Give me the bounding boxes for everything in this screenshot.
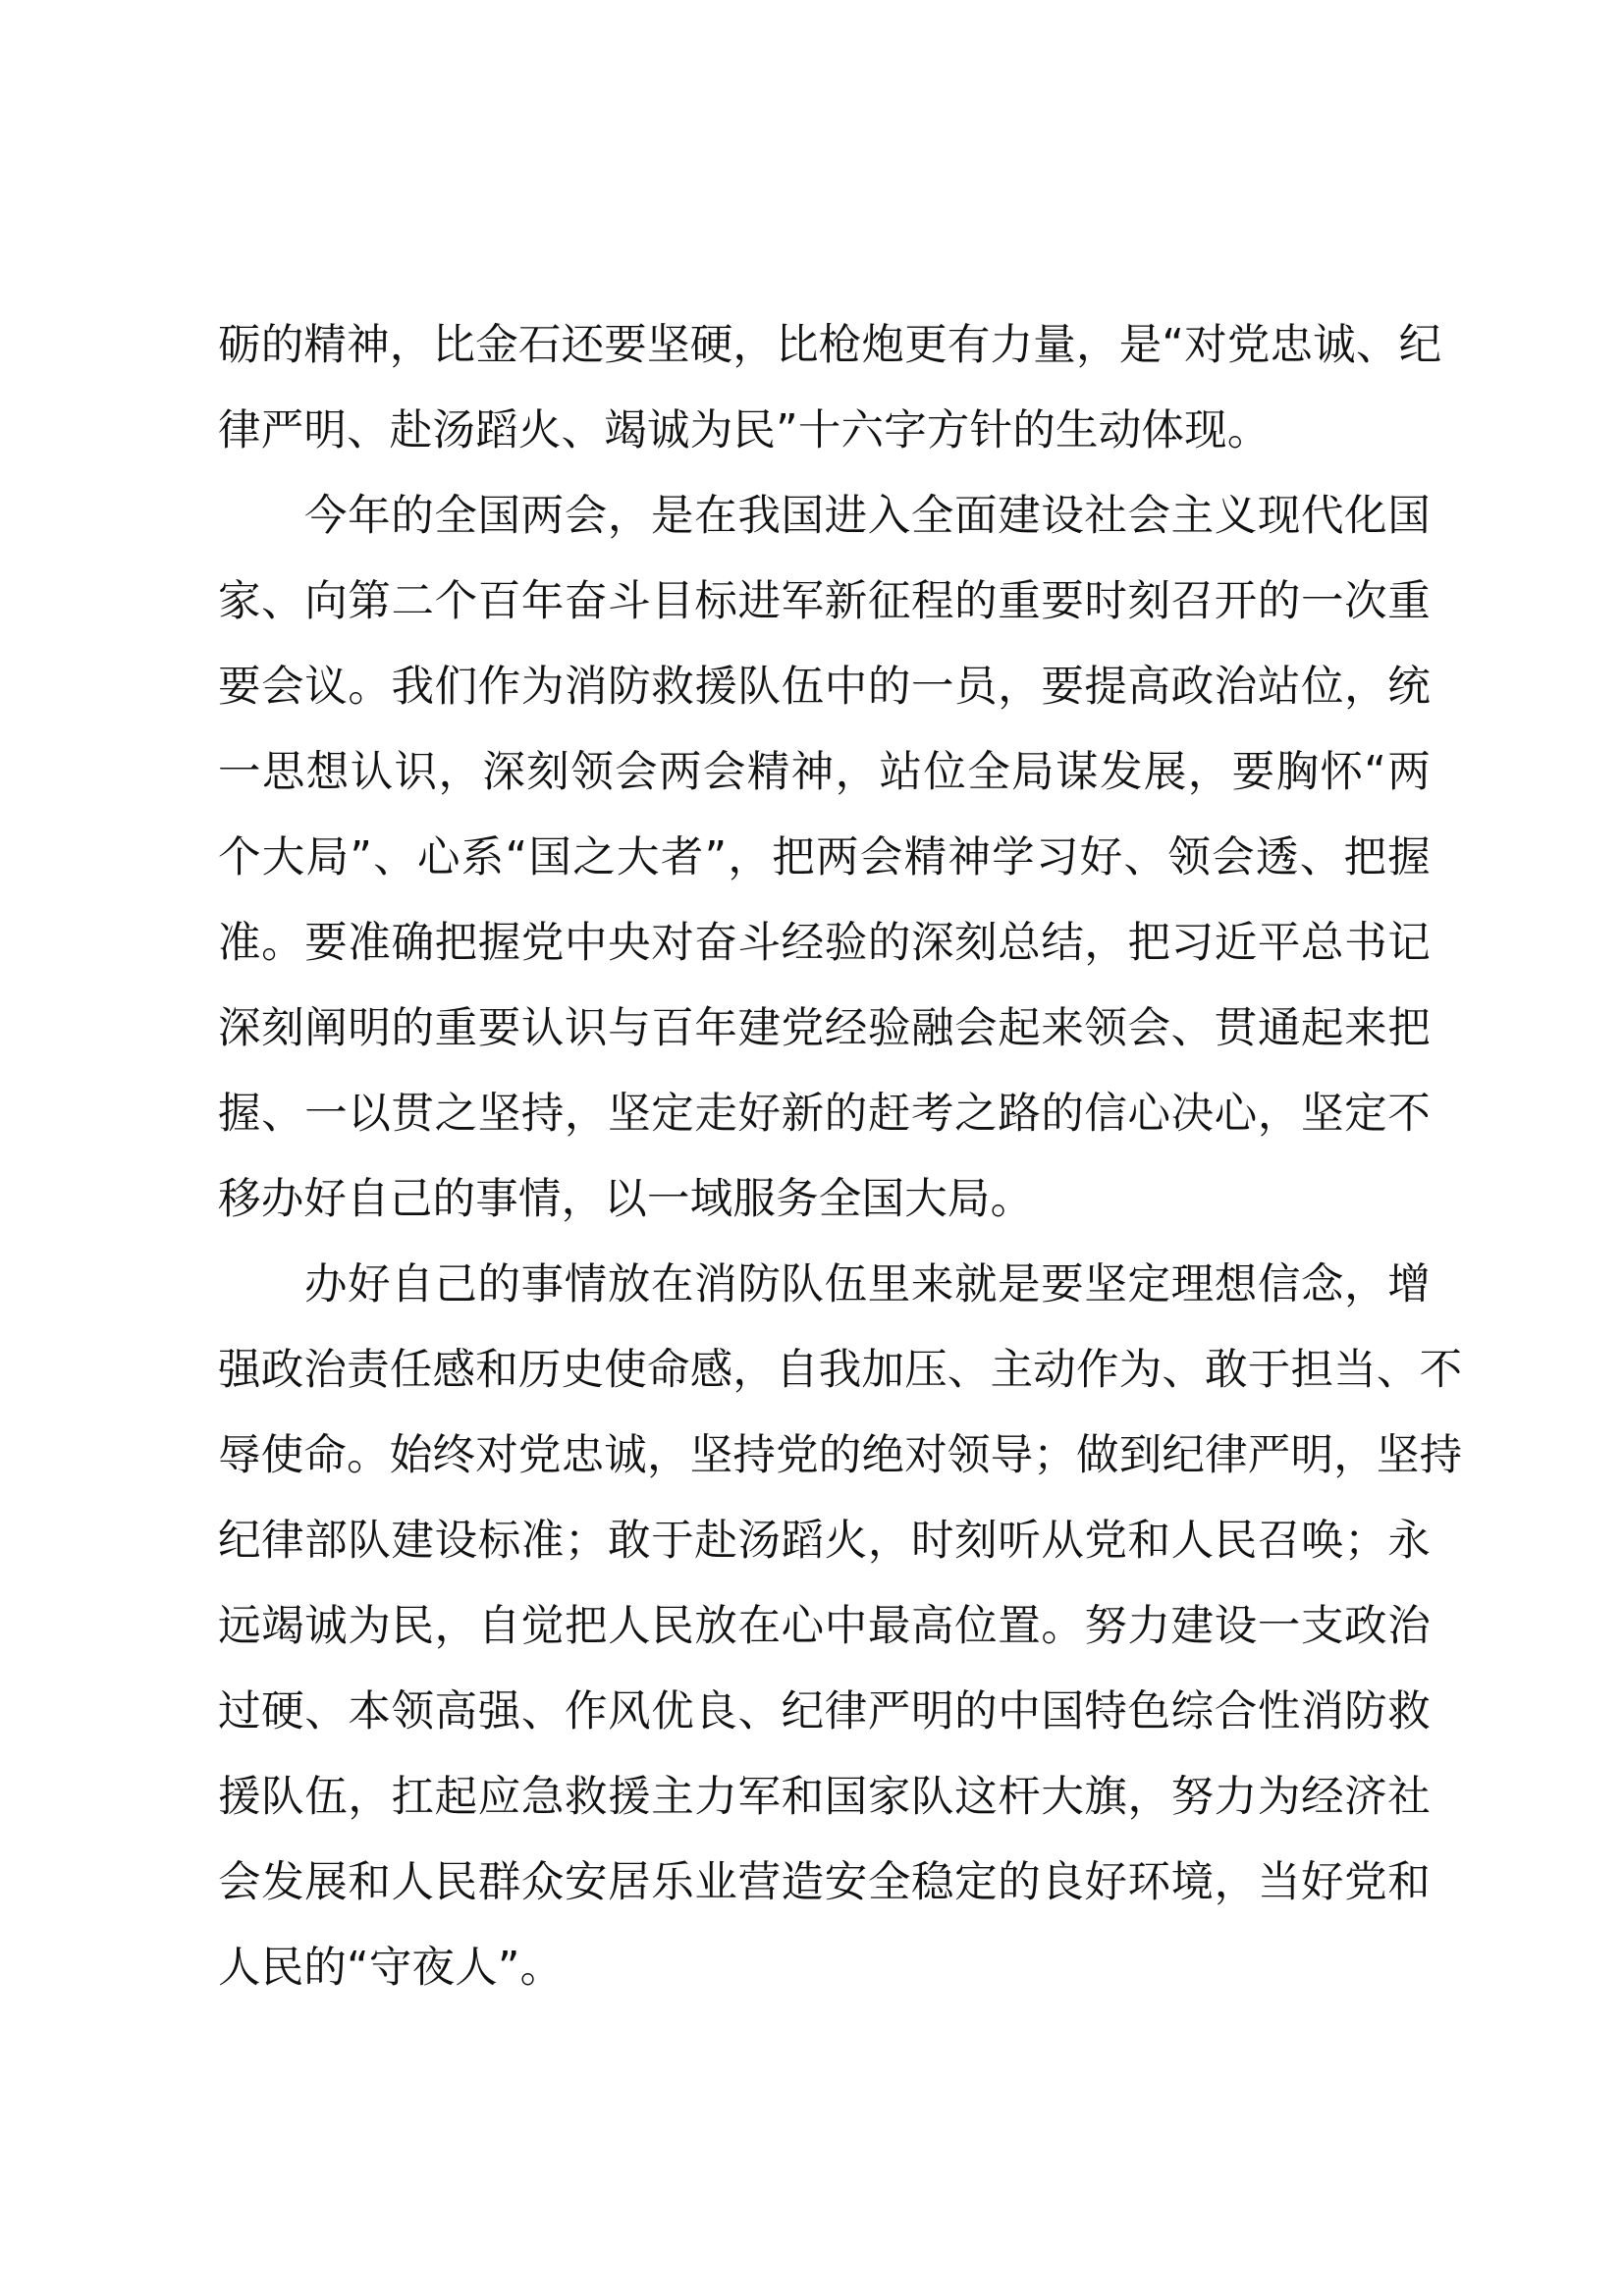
text-line: 办好自己的事情放在消防队伍里来就是要坚定理想信念，增 [304, 1260, 1431, 1309]
text-line: 会发展和人民群众安居乐业营造安全稳定的良好环境，当好党和 [218, 1858, 1431, 1907]
text-line: 援队伍，扛起应急救援主力军和国家队这杆大旗，努力为经济社 [218, 1773, 1431, 1822]
text-line: 律严明、赴汤蹈火、竭诚为民”十六字方针的生动体现。 [218, 406, 1271, 455]
text-line: 握、一以贯之坚持，坚定走好新的赶考之路的信心决心，坚定不 [218, 1090, 1431, 1139]
text-line: 辱使命。始终对党忠诚，坚持党的绝对领导；做到纪律严明，坚持 [218, 1431, 1463, 1480]
text-line: 远竭诚为民，自觉把人民放在心中最高位置。努力建设一支政治 [218, 1602, 1431, 1651]
text-line: 一思想认识，深刻领会两会精神，站位全局谋发展，要胸怀“两 [218, 748, 1431, 797]
paragraph-1 [218, 303, 1442, 474]
text-line: 移办好自己的事情，以一域服务全国大局。 [218, 1175, 1034, 1224]
text-line: 砺的精神，比金石还要坚硬，比枪炮更有力量，是“对党忠诚、纪 [218, 321, 1442, 370]
paragraph-3 [218, 1243, 1463, 2011]
text-line: 过硬、本领高强、作风优良、纪律严明的中国特色综合性消防救 [218, 1687, 1431, 1736]
text-line: 要会议。我们作为消防救援队伍中的一员，要提高政治站位，统 [218, 663, 1431, 712]
text-line: 今年的全国两会，是在我国进入全面建设社会主义现代化国 [304, 492, 1431, 541]
text-line: 强政治责任感和历史使命感，自我加压、主动作为、敢于担当、不 [218, 1346, 1463, 1395]
text-line: 深刻阐明的重要认识与百年建党经验融会起来领会、贯通起来把 [218, 1004, 1431, 1053]
text-line: 个大局”、心系“国之大者”，把两会精神学习好、领会透、把握 [218, 833, 1431, 882]
text-line: 纪律部队建设标准；敢于赴汤蹈火，时刻听从党和人民召唤；永 [218, 1517, 1431, 1566]
document-body [218, 303, 1463, 2011]
text-line: 准。要准确把握党中央对奋斗经验的深刻总结，把习近平总书记 [218, 919, 1431, 968]
text-line: 人民的“守夜人”。 [218, 1944, 564, 1993]
paragraph-2 [218, 474, 1431, 1243]
text-line: 家、向第二个百年奋斗目标进军新征程的重要时刻召开的一次重 [218, 577, 1431, 626]
